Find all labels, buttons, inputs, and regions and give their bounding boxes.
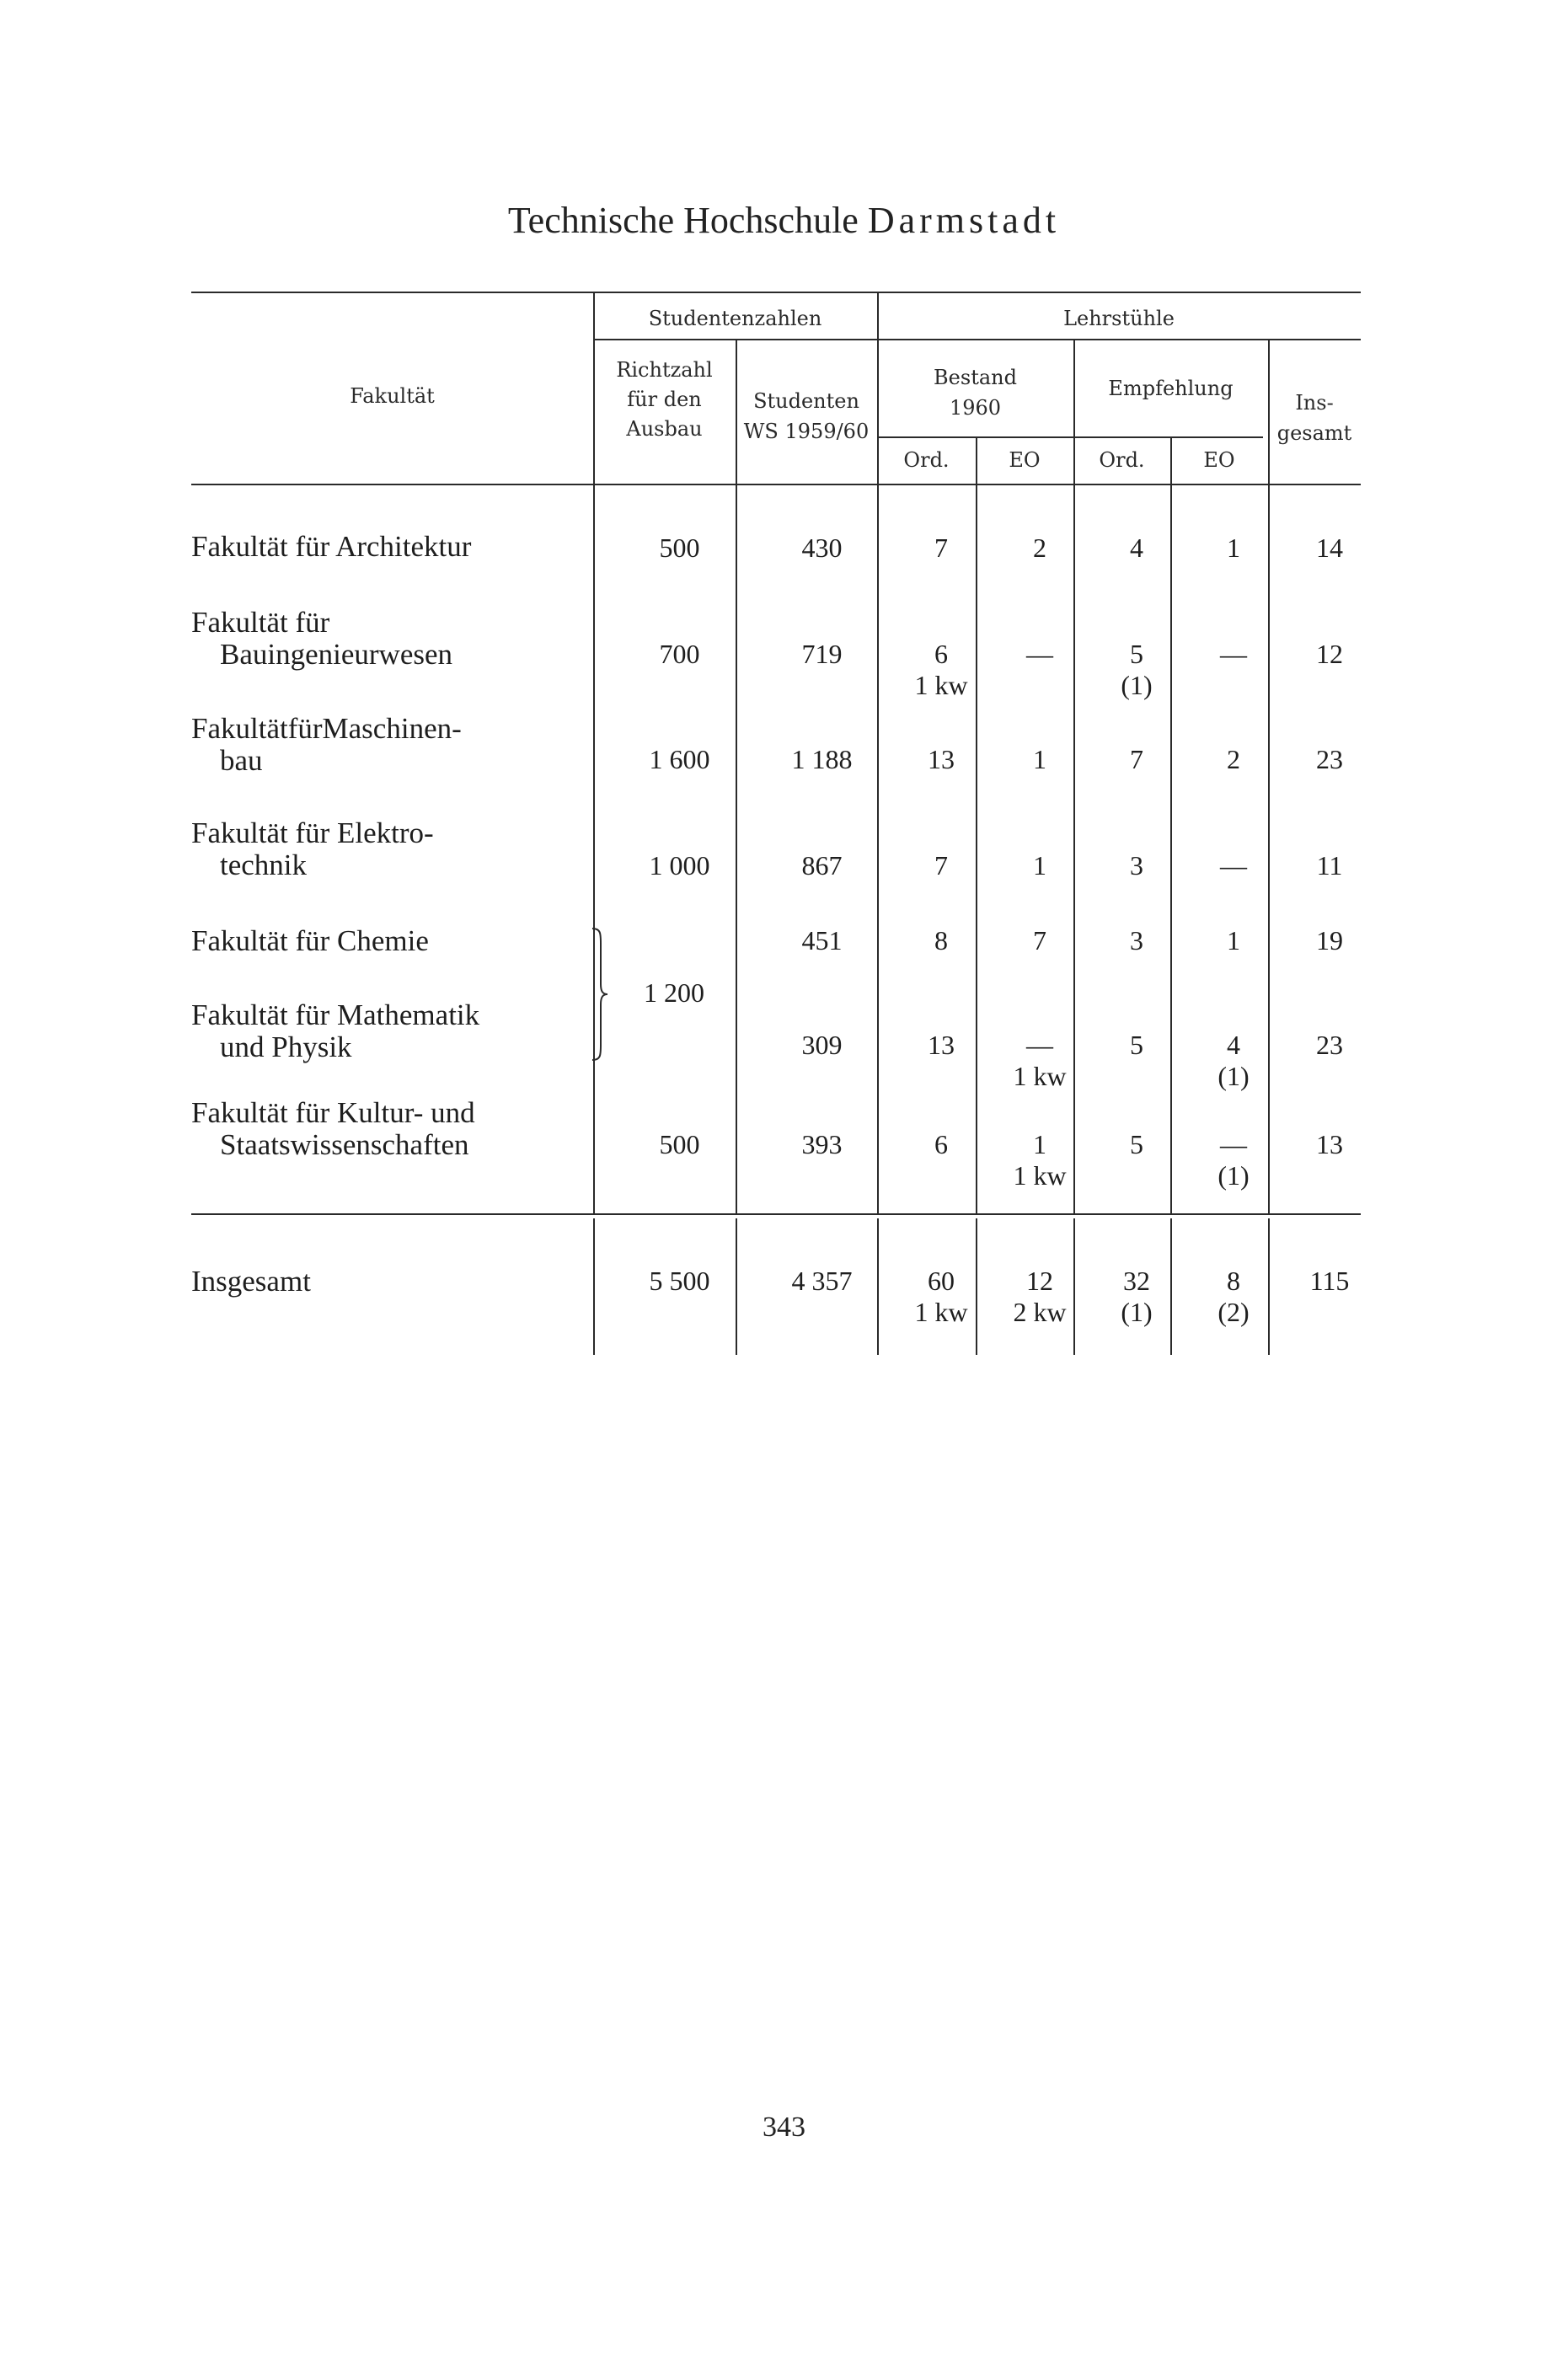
cell-empfehlung-ord: 7 <box>1130 744 1143 774</box>
faculty-name <box>191 713 562 777</box>
cell-bestand-ord: 7 <box>934 850 948 881</box>
cell-studenten: 393 <box>801 1129 843 1159</box>
faculty-line-justified <box>191 713 562 745</box>
header-richtzahl <box>593 356 736 444</box>
cell-empfehlung-eo: — <box>1220 850 1247 881</box>
header-richtzahl-line2: für den <box>627 388 702 411</box>
cell-studenten: 451 <box>801 925 843 956</box>
cell-insgesamt: 11 <box>1316 850 1343 881</box>
faculty-line: Staatswissenschaften <box>220 1128 469 1161</box>
total-top-rule <box>191 1213 1361 1215</box>
cell-value: 1 <box>1033 1129 1046 1159</box>
cell-value: 5 <box>1130 639 1143 669</box>
cell-studenten: 719 <box>801 639 843 669</box>
cell-empfehlung-eo: 1 <box>1227 533 1240 563</box>
faculty-line: Fakultät für Elektro- <box>191 816 434 849</box>
cell-insgesamt: 23 <box>1316 744 1343 774</box>
table-top-rule <box>191 292 1361 293</box>
cell-kw: 2 kw <box>1013 1297 1067 1327</box>
faculty-name <box>191 999 562 1063</box>
cell-paren: (1) <box>1121 670 1153 700</box>
faculty-line: Fakultät für Architektur <box>191 530 472 563</box>
header-richtzahl-line1: Richtzahl <box>616 358 713 382</box>
faculty-line: Fakultät für Kultur- und <box>191 1096 475 1129</box>
cell-empfehlung-eo: 2 <box>1227 744 1240 774</box>
cell-richtzahl: 1 000 <box>649 850 710 881</box>
header-bestand-line1: Bestand <box>934 366 1017 389</box>
total-richtzahl: 5 500 <box>649 1266 710 1296</box>
header-fakultaet: Fakultät <box>350 384 435 408</box>
cell-kw: 1 kw <box>1013 1160 1067 1191</box>
cell-paren: (1) <box>1217 1160 1250 1191</box>
faculty-line: Fakultät für Mathematik <box>191 998 480 1031</box>
cell-bestand-ord: 6 <box>934 1129 948 1159</box>
total-label: Insgesamt <box>191 1265 311 1298</box>
cell-bestand-ord: 7 <box>934 533 948 563</box>
header-bestand <box>877 362 1073 423</box>
cell-bestand-eo: 7 <box>1033 925 1046 956</box>
faculty-name <box>191 531 562 563</box>
page-number: 343 <box>763 2112 805 2143</box>
cell-studenten: 309 <box>801 1030 843 1060</box>
cell-kw: 1 kw <box>1013 1061 1067 1091</box>
header-empfehlung-eo: EO <box>1203 448 1235 472</box>
cell-value: 60 <box>928 1266 955 1296</box>
total-studenten: 4 357 <box>791 1266 853 1296</box>
cell-empfehlung-ord: 3 <box>1130 850 1143 881</box>
faculty-word: Maschinen- <box>322 712 462 745</box>
cell-empfehlung-ord: 5 <box>1130 1030 1143 1060</box>
cell-studenten: 1 188 <box>791 744 853 774</box>
total-insgesamt: 115 <box>1309 1266 1350 1296</box>
faculty-line: Bauingenieurwesen <box>220 638 453 671</box>
faculty-line: und Physik <box>220 1030 352 1063</box>
cell-kw: 1 kw <box>914 1297 968 1327</box>
cell-empfehlung-eo: — <box>1220 639 1247 669</box>
cell-richtzahl: 700 <box>659 639 700 669</box>
header-lehrstuehle: Lehrstühle <box>1063 307 1175 330</box>
title-part2: Darmstadt <box>867 200 1061 241</box>
cell-bestand-ord: 13 <box>928 744 955 774</box>
cell-richtzahl: 1 600 <box>649 744 710 774</box>
cell-studenten: 430 <box>801 533 843 563</box>
cell-insgesamt: 13 <box>1316 1129 1343 1159</box>
header-empfehlung-ord: Ord. <box>1099 448 1145 472</box>
cell-value: 12 <box>1026 1266 1053 1296</box>
header-studenten <box>736 386 877 447</box>
faculty-line: Fakultät für <box>191 606 330 639</box>
cell-empfehlung-ord: 3 <box>1130 925 1143 956</box>
header-studenten-line1: Studenten <box>753 389 859 413</box>
header-studentenzahlen: Studentenzahlen <box>648 307 822 330</box>
cell-paren: (2) <box>1217 1297 1250 1327</box>
faculty-line: technik <box>220 848 308 881</box>
faculty-word: für <box>287 712 323 745</box>
cell-bestand-eo: 1 <box>1033 744 1046 774</box>
header-bestand-line2: 1960 <box>949 396 1002 420</box>
header-insgesamt-line1: Ins- <box>1295 391 1334 415</box>
cell-insgesamt: 12 <box>1316 639 1343 669</box>
subheader-rule <box>877 436 1263 438</box>
header-insgesamt <box>1268 388 1361 448</box>
page-title <box>0 199 1568 242</box>
cell-bestand-eo: — <box>1026 639 1053 669</box>
header-bottom-rule <box>191 484 1361 485</box>
cell-value: 32 <box>1123 1266 1150 1296</box>
cell-richtzahl: 500 <box>659 533 700 563</box>
cell-value: 8 <box>1227 1266 1240 1296</box>
faculty-line: bau <box>220 744 263 777</box>
faculty-name <box>191 817 562 881</box>
title-part1: Technische Hochschule <box>507 200 859 241</box>
header-richtzahl-line3: Ausbau <box>626 417 703 441</box>
cell-bestand-ord: 13 <box>928 1030 955 1060</box>
cell-insgesamt: 19 <box>1316 925 1343 956</box>
cell-paren: (1) <box>1121 1297 1153 1327</box>
cell-value: 6 <box>934 639 948 669</box>
cell-bestand-eo: 1 <box>1033 850 1046 881</box>
faculty-name <box>191 1097 562 1161</box>
faculty-line: Fakultät für Chemie <box>191 924 429 957</box>
cell-empfehlung-ord: 5 <box>1130 1129 1143 1159</box>
header-studenten-line2: WS 1959/60 <box>743 420 870 443</box>
cell-studenten: 867 <box>801 850 843 881</box>
cell-bestand-ord: 8 <box>934 925 948 956</box>
cell-empfehlung-eo: 1 <box>1227 925 1240 956</box>
cell-insgesamt: 23 <box>1316 1030 1343 1060</box>
header-empfehlung: Empfehlung <box>1108 377 1234 400</box>
cell-kw: 1 kw <box>914 670 968 700</box>
cell-bestand-eo: 2 <box>1033 533 1046 563</box>
header-bestand-eo: EO <box>1009 448 1041 472</box>
cell-value: 4 <box>1227 1030 1240 1060</box>
curly-brace-icon <box>591 927 609 1062</box>
cell-richtzahl-shared: 1 200 <box>644 977 704 1008</box>
faculty-word: Fakultät <box>191 712 288 745</box>
cell-value: — <box>1220 1129 1247 1159</box>
header-insgesamt-line2: gesamt <box>1276 421 1352 445</box>
cell-insgesamt: 14 <box>1316 533 1343 563</box>
cell-empfehlung-ord: 4 <box>1130 533 1143 563</box>
faculty-name <box>191 607 562 671</box>
col-rule-2 <box>736 339 737 1213</box>
faculty-name <box>191 925 562 957</box>
cell-richtzahl: 500 <box>659 1129 700 1159</box>
cell-value: — <box>1026 1030 1053 1060</box>
lehrstuehle-underline <box>877 339 1361 340</box>
cell-paren: (1) <box>1217 1061 1250 1091</box>
header-bestand-ord: Ord. <box>903 448 950 472</box>
